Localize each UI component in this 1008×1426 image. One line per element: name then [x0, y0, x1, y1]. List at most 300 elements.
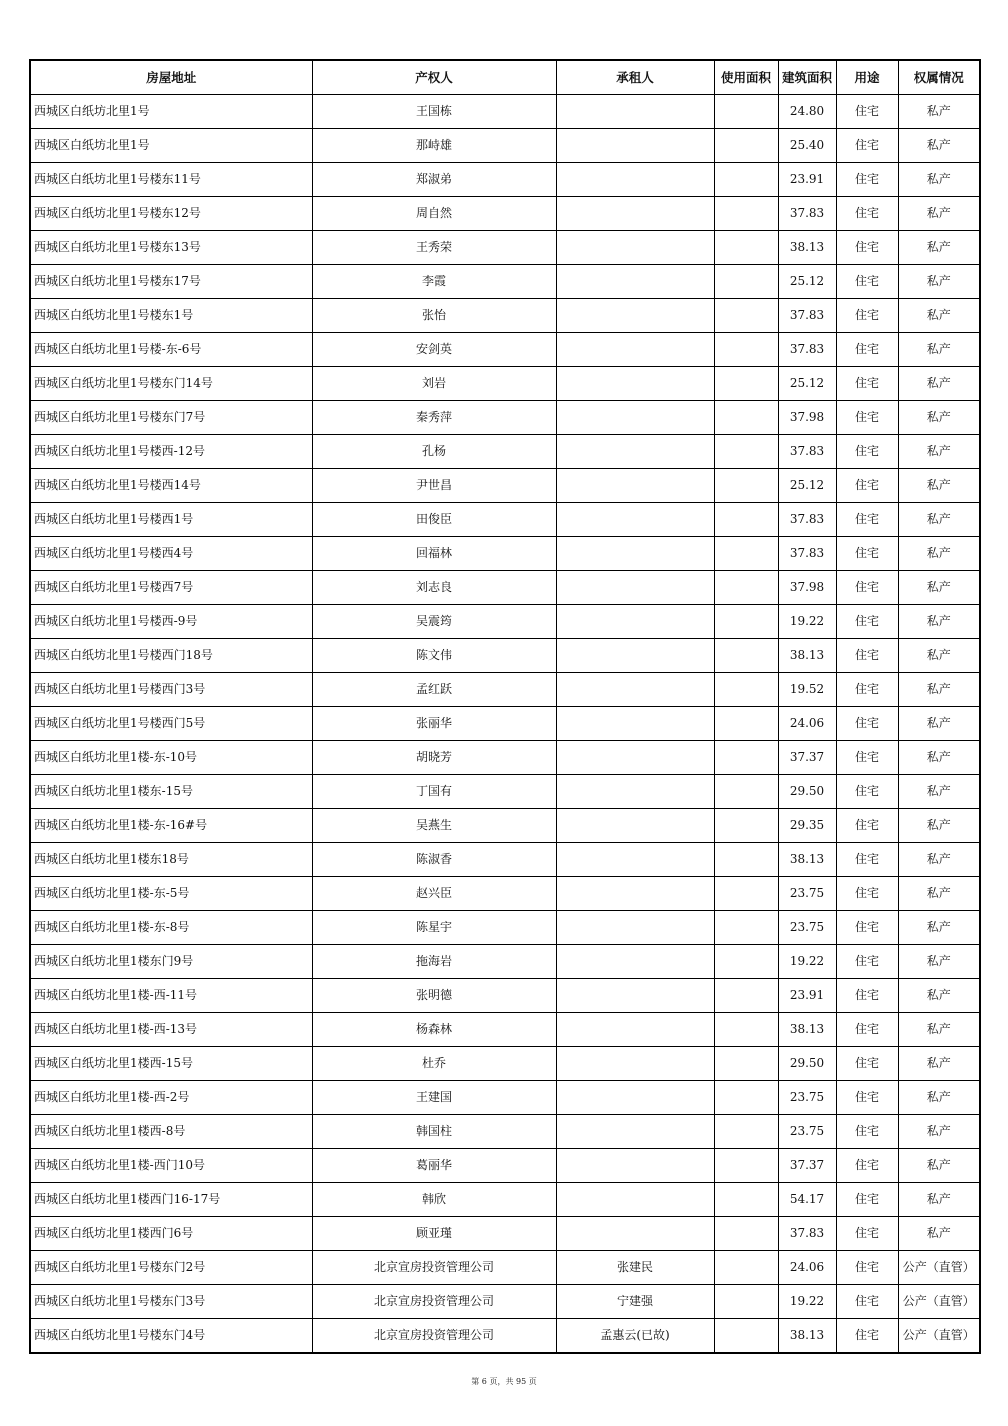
building-area-cell: 37.98	[778, 401, 836, 435]
usable-area-cell	[714, 877, 778, 911]
address-cell: 西城区白纸坊北里1楼东-15号	[30, 775, 312, 809]
building-area-cell: 23.75	[778, 911, 836, 945]
tenant-cell	[556, 197, 714, 231]
owner-cell: 韩国柱	[312, 1115, 556, 1149]
usable-area-cell	[714, 1183, 778, 1217]
building-area-cell: 23.91	[778, 979, 836, 1013]
usable-area-cell	[714, 469, 778, 503]
owner-cell: 刘岩	[312, 367, 556, 401]
address-cell: 西城区白纸坊北里1楼西门16-17号	[30, 1183, 312, 1217]
building-area-cell: 23.75	[778, 1115, 836, 1149]
table-row	[30, 1285, 980, 1319]
ownership-cell: 私产	[898, 571, 980, 605]
address-cell: 西城区白纸坊北里1楼-西门10号	[30, 1149, 312, 1183]
usable-area-cell	[714, 707, 778, 741]
table-row	[30, 1183, 980, 1217]
ownership-cell: 公产（直管）	[898, 1285, 980, 1319]
tenant-cell	[556, 673, 714, 707]
header-row	[30, 60, 980, 95]
owner-cell: 杨森林	[312, 1013, 556, 1047]
building-area-cell: 38.13	[778, 1319, 836, 1354]
ownership-cell: 私产	[898, 843, 980, 877]
usage-cell: 住宅	[836, 945, 898, 979]
ownership-cell: 私产	[898, 979, 980, 1013]
owner-cell: 回福林	[312, 537, 556, 571]
ownership-cell: 私产	[898, 1149, 980, 1183]
usage-cell: 住宅	[836, 163, 898, 197]
usage-cell: 住宅	[836, 911, 898, 945]
tenant-cell	[556, 265, 714, 299]
building-area-cell: 38.13	[778, 843, 836, 877]
tenant-cell	[556, 1013, 714, 1047]
usage-cell: 住宅	[836, 537, 898, 571]
usable-area-cell	[714, 571, 778, 605]
usage-cell: 住宅	[836, 469, 898, 503]
tenant-cell	[556, 1081, 714, 1115]
building-area-cell: 25.40	[778, 129, 836, 163]
building-area-cell: 37.83	[778, 537, 836, 571]
usage-cell: 住宅	[836, 95, 898, 129]
tenant-cell	[556, 95, 714, 129]
owner-cell: 王国栋	[312, 95, 556, 129]
building-area-cell: 19.52	[778, 673, 836, 707]
usage-cell: 住宅	[836, 367, 898, 401]
address-cell: 西城区白纸坊北里1号	[30, 129, 312, 163]
table-row	[30, 1149, 980, 1183]
table-row	[30, 911, 980, 945]
ownership-cell: 私产	[898, 435, 980, 469]
address-cell: 西城区白纸坊北里1楼东18号	[30, 843, 312, 877]
usage-cell: 住宅	[836, 1149, 898, 1183]
ownership-cell: 私产	[898, 945, 980, 979]
building-area-cell: 25.12	[778, 469, 836, 503]
owner-cell: 那峙雄	[312, 129, 556, 163]
usage-cell: 住宅	[836, 401, 898, 435]
usable-area-cell	[714, 1285, 778, 1319]
address-cell: 西城区白纸坊北里1楼西-8号	[30, 1115, 312, 1149]
building-area-cell: 24.06	[778, 1251, 836, 1285]
usable-area-cell	[714, 95, 778, 129]
usage-cell: 住宅	[836, 197, 898, 231]
owner-cell: 北京宣房投资管理公司	[312, 1285, 556, 1319]
page-footer: 第 6 页，共 95 页	[471, 1377, 537, 1386]
property-table	[29, 59, 981, 1354]
address-cell: 西城区白纸坊北里1楼-东-5号	[30, 877, 312, 911]
owner-cell: 王秀荣	[312, 231, 556, 265]
table-row	[30, 979, 980, 1013]
tenant-cell	[556, 843, 714, 877]
usable-area-cell	[714, 231, 778, 265]
building-area-cell: 23.75	[778, 877, 836, 911]
ownership-cell: 私产	[898, 1183, 980, 1217]
owner-cell: 陈文伟	[312, 639, 556, 673]
col-header-ownership: 权属情况	[898, 60, 980, 95]
table-row	[30, 1319, 980, 1354]
address-cell: 西城区白纸坊北里1号楼西门18号	[30, 639, 312, 673]
building-area-cell: 37.98	[778, 571, 836, 605]
usage-cell: 住宅	[836, 1183, 898, 1217]
ownership-cell: 私产	[898, 877, 980, 911]
address-cell: 西城区白纸坊北里1楼-西-13号	[30, 1013, 312, 1047]
usage-cell: 住宅	[836, 503, 898, 537]
building-area-cell: 54.17	[778, 1183, 836, 1217]
tenant-cell	[556, 571, 714, 605]
col-header-usable-area: 使用面积	[714, 60, 778, 95]
building-area-cell: 25.12	[778, 265, 836, 299]
table-row	[30, 775, 980, 809]
owner-cell: 张丽华	[312, 707, 556, 741]
address-cell: 西城区白纸坊北里1号楼西1号	[30, 503, 312, 537]
tenant-cell	[556, 537, 714, 571]
usage-cell: 住宅	[836, 775, 898, 809]
building-area-cell: 37.83	[778, 197, 836, 231]
tenant-cell	[556, 503, 714, 537]
address-cell: 西城区白纸坊北里1号楼东门3号	[30, 1285, 312, 1319]
building-area-cell: 23.91	[778, 163, 836, 197]
ownership-cell: 私产	[898, 809, 980, 843]
tenant-cell	[556, 877, 714, 911]
usable-area-cell	[714, 843, 778, 877]
table-row	[30, 401, 980, 435]
address-cell: 西城区白纸坊北里1楼-西-11号	[30, 979, 312, 1013]
ownership-cell: 私产	[898, 95, 980, 129]
usage-cell: 住宅	[836, 1081, 898, 1115]
ownership-cell: 私产	[898, 163, 980, 197]
tenant-cell	[556, 129, 714, 163]
usage-cell: 住宅	[836, 979, 898, 1013]
usable-area-cell	[714, 401, 778, 435]
ownership-cell: 私产	[898, 503, 980, 537]
building-area-cell: 25.12	[778, 367, 836, 401]
usage-cell: 住宅	[836, 1251, 898, 1285]
ownership-cell: 私产	[898, 537, 980, 571]
usage-cell: 住宅	[836, 707, 898, 741]
ownership-cell: 私产	[898, 469, 980, 503]
tenant-cell	[556, 163, 714, 197]
usage-cell: 住宅	[836, 639, 898, 673]
building-area-cell: 24.80	[778, 95, 836, 129]
tenant-cell	[556, 809, 714, 843]
owner-cell: 陈星宇	[312, 911, 556, 945]
usable-area-cell	[714, 911, 778, 945]
table-row	[30, 707, 980, 741]
tenant-cell	[556, 1183, 714, 1217]
table-row	[30, 639, 980, 673]
table-row	[30, 129, 980, 163]
owner-cell: 陈淑香	[312, 843, 556, 877]
col-header-owner: 产权人	[312, 60, 556, 95]
table-row	[30, 95, 980, 129]
address-cell: 西城区白纸坊北里1号楼西14号	[30, 469, 312, 503]
table-row	[30, 1013, 980, 1047]
building-area-cell: 24.06	[778, 707, 836, 741]
address-cell: 西城区白纸坊北里1楼-东-8号	[30, 911, 312, 945]
building-area-cell: 23.75	[778, 1081, 836, 1115]
ownership-cell: 私产	[898, 265, 980, 299]
owner-cell: 杜乔	[312, 1047, 556, 1081]
tenant-cell	[556, 707, 714, 741]
owner-cell: 王建国	[312, 1081, 556, 1115]
usable-area-cell	[714, 809, 778, 843]
usable-area-cell	[714, 605, 778, 639]
address-cell: 西城区白纸坊北里1楼-东-10号	[30, 741, 312, 775]
building-area-cell: 37.83	[778, 299, 836, 333]
building-area-cell: 38.13	[778, 639, 836, 673]
building-area-cell: 37.83	[778, 333, 836, 367]
usable-area-cell	[714, 537, 778, 571]
table-row	[30, 1047, 980, 1081]
table-row	[30, 163, 980, 197]
ownership-cell: 私产	[898, 197, 980, 231]
building-area-cell: 29.35	[778, 809, 836, 843]
building-area-cell: 37.83	[778, 503, 836, 537]
usage-cell: 住宅	[836, 231, 898, 265]
table-row	[30, 1115, 980, 1149]
ownership-cell: 公产（直管）	[898, 1251, 980, 1285]
ownership-cell: 私产	[898, 605, 980, 639]
address-cell: 西城区白纸坊北里1号楼西4号	[30, 537, 312, 571]
ownership-cell: 私产	[898, 911, 980, 945]
col-header-address: 房屋地址	[30, 60, 312, 95]
owner-cell: 顾亚瑾	[312, 1217, 556, 1251]
table-row	[30, 537, 980, 571]
tenant-cell	[556, 299, 714, 333]
usage-cell: 住宅	[836, 1285, 898, 1319]
ownership-cell: 私产	[898, 333, 980, 367]
tenant-cell: 孟惠云(已故)	[556, 1319, 714, 1354]
building-area-cell: 38.13	[778, 231, 836, 265]
building-area-cell: 29.50	[778, 1047, 836, 1081]
owner-cell: 刘志良	[312, 571, 556, 605]
table-row	[30, 367, 980, 401]
address-cell: 西城区白纸坊北里1号楼西7号	[30, 571, 312, 605]
table-row	[30, 843, 980, 877]
address-cell: 西城区白纸坊北里1楼-西-2号	[30, 1081, 312, 1115]
address-cell: 西城区白纸坊北里1号楼东11号	[30, 163, 312, 197]
ownership-cell: 私产	[898, 673, 980, 707]
tenant-cell	[556, 1047, 714, 1081]
table-row	[30, 197, 980, 231]
building-area-cell: 37.83	[778, 435, 836, 469]
address-cell: 西城区白纸坊北里1号楼东1号	[30, 299, 312, 333]
tenant-cell	[556, 401, 714, 435]
ownership-cell: 私产	[898, 1013, 980, 1047]
usage-cell: 住宅	[836, 571, 898, 605]
owner-cell: 吴震筠	[312, 605, 556, 639]
usable-area-cell	[714, 1081, 778, 1115]
tenant-cell: 宁建强	[556, 1285, 714, 1319]
usage-cell: 住宅	[836, 1013, 898, 1047]
usage-cell: 住宅	[836, 265, 898, 299]
address-cell: 西城区白纸坊北里1号楼东门4号	[30, 1319, 312, 1354]
tenant-cell	[556, 1149, 714, 1183]
owner-cell: 吴燕生	[312, 809, 556, 843]
building-area-cell: 29.50	[778, 775, 836, 809]
usable-area-cell	[714, 945, 778, 979]
usable-area-cell	[714, 197, 778, 231]
owner-cell: 拖海岩	[312, 945, 556, 979]
usable-area-cell	[714, 163, 778, 197]
owner-cell: 韩欣	[312, 1183, 556, 1217]
table-row	[30, 231, 980, 265]
tenant-cell	[556, 775, 714, 809]
owner-cell: 张怡	[312, 299, 556, 333]
address-cell: 西城区白纸坊北里1号楼-东-6号	[30, 333, 312, 367]
address-cell: 西城区白纸坊北里1号楼西门5号	[30, 707, 312, 741]
usable-area-cell	[714, 1013, 778, 1047]
ownership-cell: 私产	[898, 639, 980, 673]
usable-area-cell	[714, 299, 778, 333]
table-row	[30, 673, 980, 707]
ownership-cell: 私产	[898, 1217, 980, 1251]
usable-area-cell	[714, 435, 778, 469]
usage-cell: 住宅	[836, 843, 898, 877]
usable-area-cell	[714, 673, 778, 707]
building-area-cell: 19.22	[778, 605, 836, 639]
usage-cell: 住宅	[836, 1319, 898, 1354]
address-cell: 西城区白纸坊北里1号楼西门3号	[30, 673, 312, 707]
usable-area-cell	[714, 1251, 778, 1285]
col-header-usage: 用途	[836, 60, 898, 95]
address-cell: 西城区白纸坊北里1号楼东12号	[30, 197, 312, 231]
ownership-cell: 私产	[898, 129, 980, 163]
address-cell: 西城区白纸坊北里1楼西门6号	[30, 1217, 312, 1251]
usable-area-cell	[714, 1217, 778, 1251]
ownership-cell: 私产	[898, 367, 980, 401]
tenant-cell: 张建民	[556, 1251, 714, 1285]
ownership-cell: 私产	[898, 707, 980, 741]
table-row	[30, 571, 980, 605]
owner-cell: 尹世昌	[312, 469, 556, 503]
usage-cell: 住宅	[836, 299, 898, 333]
owner-cell: 李霞	[312, 265, 556, 299]
address-cell: 西城区白纸坊北里1楼-东-16#号	[30, 809, 312, 843]
owner-cell: 安剑英	[312, 333, 556, 367]
owner-cell: 孔杨	[312, 435, 556, 469]
ownership-cell: 私产	[898, 1081, 980, 1115]
tenant-cell	[556, 435, 714, 469]
usage-cell: 住宅	[836, 605, 898, 639]
address-cell: 西城区白纸坊北里1楼东门9号	[30, 945, 312, 979]
address-cell: 西城区白纸坊北里1号楼东门2号	[30, 1251, 312, 1285]
ownership-cell: 公产（直管）	[898, 1319, 980, 1354]
table-row	[30, 1081, 980, 1115]
usable-area-cell	[714, 775, 778, 809]
usage-cell: 住宅	[836, 1047, 898, 1081]
tenant-cell	[556, 333, 714, 367]
tenant-cell	[556, 639, 714, 673]
table-row	[30, 265, 980, 299]
usable-area-cell	[714, 1149, 778, 1183]
usable-area-cell	[714, 979, 778, 1013]
table-row	[30, 333, 980, 367]
tenant-cell	[556, 605, 714, 639]
address-cell: 西城区白纸坊北里1号楼东17号	[30, 265, 312, 299]
usage-cell: 住宅	[836, 1217, 898, 1251]
usable-area-cell	[714, 367, 778, 401]
owner-cell: 郑淑弟	[312, 163, 556, 197]
ownership-cell: 私产	[898, 401, 980, 435]
usable-area-cell	[714, 1319, 778, 1354]
ownership-cell: 私产	[898, 1115, 980, 1149]
tenant-cell	[556, 469, 714, 503]
table-row	[30, 1217, 980, 1251]
address-cell: 西城区白纸坊北里1号楼西-12号	[30, 435, 312, 469]
table-row	[30, 1251, 980, 1285]
tenant-cell	[556, 231, 714, 265]
owner-cell: 张明德	[312, 979, 556, 1013]
owner-cell: 北京宣房投资管理公司	[312, 1319, 556, 1354]
address-cell: 西城区白纸坊北里1号楼东门7号	[30, 401, 312, 435]
table-row	[30, 503, 980, 537]
table-row	[30, 945, 980, 979]
usage-cell: 住宅	[836, 129, 898, 163]
owner-cell: 赵兴臣	[312, 877, 556, 911]
usage-cell: 住宅	[836, 673, 898, 707]
usable-area-cell	[714, 741, 778, 775]
building-area-cell: 37.37	[778, 741, 836, 775]
usable-area-cell	[714, 503, 778, 537]
address-cell: 西城区白纸坊北里1号楼西-9号	[30, 605, 312, 639]
tenant-cell	[556, 741, 714, 775]
owner-cell: 北京宣房投资管理公司	[312, 1251, 556, 1285]
table-row	[30, 299, 980, 333]
owner-cell: 葛丽华	[312, 1149, 556, 1183]
owner-cell: 丁国有	[312, 775, 556, 809]
col-header-tenant: 承租人	[556, 60, 714, 95]
ownership-cell: 私产	[898, 1047, 980, 1081]
usage-cell: 住宅	[836, 741, 898, 775]
usable-area-cell	[714, 1115, 778, 1149]
building-area-cell: 19.22	[778, 945, 836, 979]
owner-cell: 孟红跃	[312, 673, 556, 707]
col-header-building-area: 建筑面积	[778, 60, 836, 95]
usage-cell: 住宅	[836, 435, 898, 469]
tenant-cell	[556, 979, 714, 1013]
usable-area-cell	[714, 333, 778, 367]
building-area-cell: 19.22	[778, 1285, 836, 1319]
address-cell: 西城区白纸坊北里1号	[30, 95, 312, 129]
table-row	[30, 809, 980, 843]
ownership-cell: 私产	[898, 741, 980, 775]
owner-cell: 田俊臣	[312, 503, 556, 537]
address-cell: 西城区白纸坊北里1号楼东门14号	[30, 367, 312, 401]
ownership-cell: 私产	[898, 299, 980, 333]
usage-cell: 住宅	[836, 809, 898, 843]
usage-cell: 住宅	[836, 1115, 898, 1149]
building-area-cell: 37.83	[778, 1217, 836, 1251]
tenant-cell	[556, 1217, 714, 1251]
usable-area-cell	[714, 639, 778, 673]
usage-cell: 住宅	[836, 877, 898, 911]
address-cell: 西城区白纸坊北里1号楼东13号	[30, 231, 312, 265]
owner-cell: 周自然	[312, 197, 556, 231]
tenant-cell	[556, 911, 714, 945]
tenant-cell	[556, 945, 714, 979]
owner-cell: 秦秀萍	[312, 401, 556, 435]
table-row	[30, 741, 980, 775]
usage-cell: 住宅	[836, 333, 898, 367]
ownership-cell: 私产	[898, 775, 980, 809]
building-area-cell: 37.37	[778, 1149, 836, 1183]
table-row	[30, 435, 980, 469]
table-row	[30, 469, 980, 503]
tenant-cell	[556, 367, 714, 401]
table-row	[30, 877, 980, 911]
address-cell: 西城区白纸坊北里1楼西-15号	[30, 1047, 312, 1081]
usable-area-cell	[714, 265, 778, 299]
tenant-cell	[556, 1115, 714, 1149]
